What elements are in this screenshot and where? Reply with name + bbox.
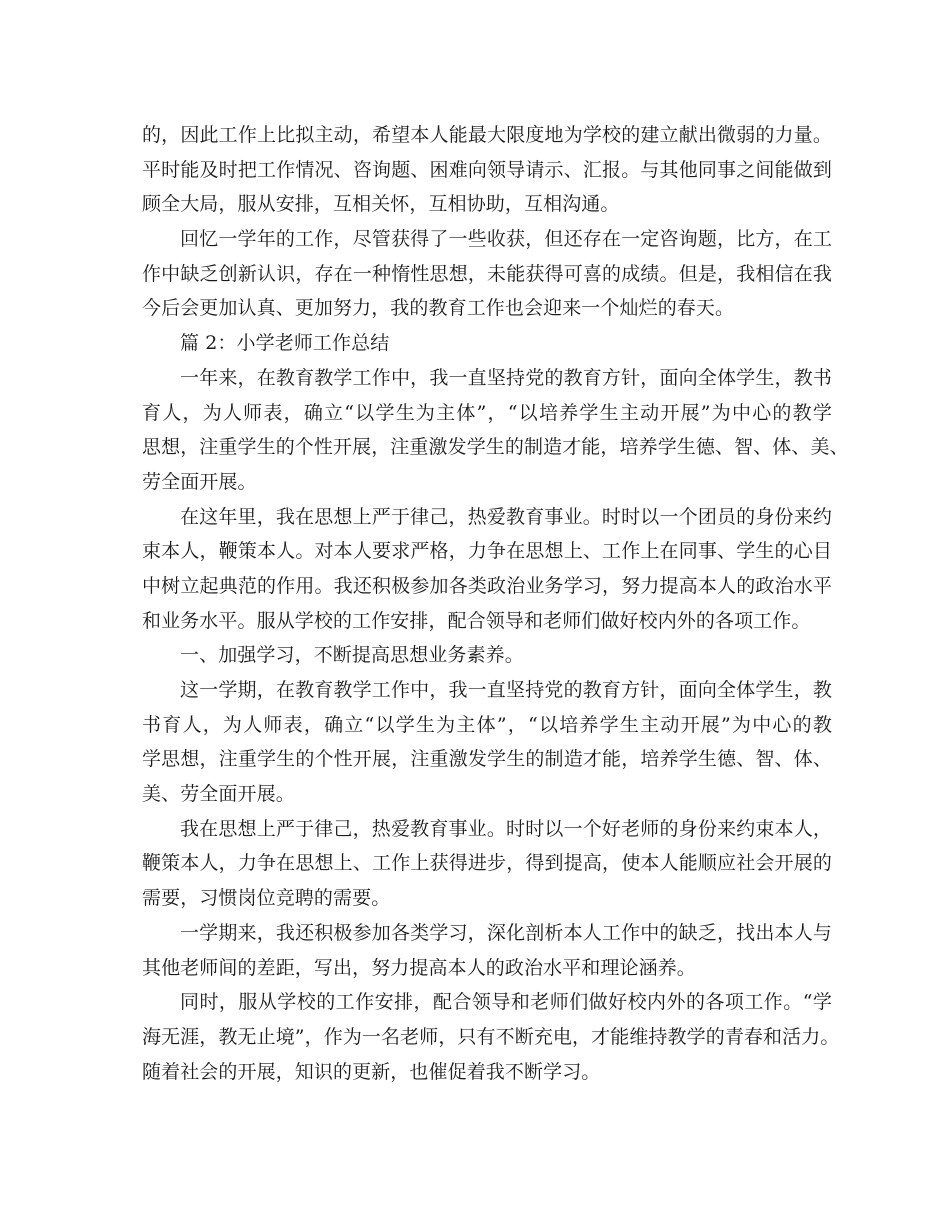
paragraph-line: 束本人，鞭策本人。对本人要求严格，力争在思想上、工作上在同事、学生的心目	[142, 540, 832, 563]
paragraph-line: 一学期来，我还积极参加各类学习，深化剖析本人工作中的缺乏，找出本人与	[180, 921, 832, 944]
paragraph-line: 需要，习惯岗位竞聘的需要。	[142, 887, 391, 910]
paragraph-line: 思想，注重学生的个性开展，注重激发学生的制造才能，培养学生德、智、体、美、	[142, 436, 849, 459]
paragraph-line: 平时能及时把工作情况、咨询题、困难向领导请示、汇报。与其他同事之间能做到	[142, 158, 832, 181]
paragraph-line: 中树立起典范的作用。我还积极参加各类政治业务学习，努力提高本人的政治水平	[142, 574, 832, 597]
section-heading: 一、加强学习，不断提高思想业务素养。	[180, 644, 524, 667]
paragraph-line: 美、劳全面开展。	[142, 783, 295, 806]
paragraph-line: 育人，为人师表，确立“以学生为主体”，“以培养学生主动开展”为中心的教学	[142, 401, 832, 424]
paragraph-line: 随着社会的开展，知识的更新，也催促着我不断学习。	[142, 1060, 601, 1083]
paragraph-line: 这一学期，在教育教学工作中，我一直坚持党的教育方针，面向全体学生，教	[180, 679, 832, 701]
document-page	[142, 118, 849, 1089]
paragraph-line: 书育人，为人师表，确立“以学生为主体”，“以培养学生主动开展”为中心的教	[142, 713, 832, 736]
paragraph-line: 鞭策本人，力争在思想上、工作上获得进步，得到提高，使本人能顺应社会开展的	[142, 852, 832, 875]
paragraph-line: 作中缺乏创新认识，存在一种惰性思想，未能获得可喜的成绩。但是，我相信在我	[142, 262, 832, 285]
paragraph-line: 在这年里，我在思想上严于律己，热爱教育事业。时时以一个团员的身份来约	[180, 505, 832, 528]
paragraph-line: 劳全面开展。	[142, 470, 257, 493]
paragraph-line: 我在思想上严于律己，热爱教育事业。时时以一个好老师的身份来约束本人，	[180, 817, 832, 840]
paragraph-line: 海无涯，教无止境”，作为一名老师，只有不断充电，才能维持教学的青春和活力。	[142, 1025, 840, 1048]
paragraph-line: 其他老师间的差距，写出，努力提高本人的政治水平和理论涵养。	[142, 956, 696, 979]
paragraph-line: 的，因此工作上比拟主动，希望本人能最大限度地为学校的建立献出微弱的力量。	[142, 124, 832, 146]
paragraph-line: 和业务水平。服从学校的工作安排，配合领导和老师们做好校内外的各项工作。	[142, 609, 811, 632]
paragraph-line: 一年来，在教育教学工作中，我一直坚持党的教育方针，面向全体学生，教书	[180, 366, 832, 389]
paragraph-line: 学思想，注重学生的个性开展，注重激发学生的制造才能，培养学生德、智、体、	[142, 748, 832, 771]
paragraph-line: 顾全大局，服从安排，互相关怀，互相协助，互相沟通。	[142, 193, 620, 216]
paragraph-line: 同时，服从学校的工作安排，配合领导和老师们做好校内外的各项工作。“学	[180, 991, 832, 1014]
section-heading: 篇 2：小学老师工作总结	[180, 332, 390, 355]
paragraph-line: 今后会更加认真、更加努力，我的教育工作也会迎来一个灿烂的春天。	[142, 297, 735, 320]
paragraph-line: 回忆一学年的工作，尽管获得了一些收获，但还存在一定咨询题，比方，在工	[180, 228, 832, 251]
